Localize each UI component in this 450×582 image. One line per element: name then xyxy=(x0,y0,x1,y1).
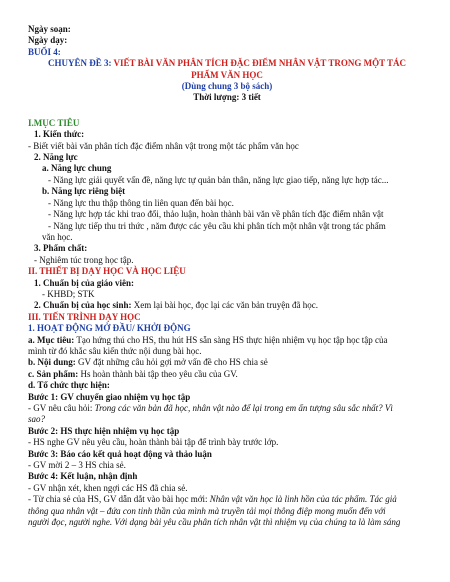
buoc-4-prefix: - Từ chia sẻ của HS, GV dẫn dắt vào bài học mới: xyxy=(28,494,210,505)
thoi-luong: Thời lượng: 3 tiết xyxy=(193,92,261,103)
nang-luc-rieng-item-2: - Năng lực hợp tác khi trao đổi, thảo luận, hoàn thành bài văn về phân tích đặc điểm nhân vật xyxy=(48,209,384,220)
muc-tieu-label: a. Mục tiêu: xyxy=(28,334,75,345)
san-pham-label: c. Sản phẩm: xyxy=(28,368,79,379)
buoc-1-question: Trong các văn bản đã học, nhân vật nào để lại trong em ấn tượng sâu sắc nhất? Vì xyxy=(94,403,393,413)
kien-thuc-heading: 1. Kiến thức: xyxy=(34,129,85,140)
nang-luc-chung-heading: a. Năng lực chung xyxy=(42,163,112,174)
buoc-2-text: - HS nghe GV nêu yêu cầu, hoàn thành bài tập để trình bày trước lớp. xyxy=(28,437,279,448)
san-pham-text: Hs hoàn thành bài tập theo yêu cầu của GV. xyxy=(78,368,238,379)
noi-dung-line xyxy=(28,357,426,368)
noi-dung-label: b. Nội dung: xyxy=(28,357,76,368)
dung-chung-note: (Dùng chung 3 bộ sách) xyxy=(181,81,273,92)
buoc-4-italic: Nhân vật văn học là linh hồn của tác phẩm. Tác giả xyxy=(209,494,397,505)
chuyen-de-title-text: VIẾT BÀI VĂN PHÂN TÍCH ĐẶC ĐIỂM NHÂN VẬT TRONG MỘT TÁC xyxy=(111,58,407,69)
pham-chat-item: - Nghiêm túc trong học tập. xyxy=(34,254,134,265)
buoc-1-question-cont: sao? xyxy=(28,414,46,425)
nang-luc-rieng-item-3: - Năng lực tiếp thu tri thức , năm được các yêu cầu khi phân tích một nhân vật trong tác phẩm xyxy=(48,220,386,231)
buoc-2-heading: Bước 2: HS thực hiện nhiệm vụ học tập xyxy=(28,425,180,436)
kien-thuc-item: - Biết viết bài văn phân tích đặc điểm nhân vật trong một tác phẩm văn học xyxy=(28,140,299,151)
chuan-bi-gv-item: - KHBD; STK xyxy=(42,288,95,299)
ngay-day-label: Ngày dạy: xyxy=(28,35,68,46)
chuan-bi-hs-text: Xem lại bài học, đọc lại các văn bản truyện đã học. xyxy=(131,300,318,311)
nang-luc-rieng-item-3-cont: văn học. xyxy=(42,231,73,242)
pham-chat-heading: 3. Phẩm chất: xyxy=(34,243,88,254)
ngay-soan-label: Ngày soạn: xyxy=(28,24,71,34)
buoc-4-text-3: thông qua nhân vật – đứa con tinh thần của mình mà truyền tải mọi thông điệp mong muốn đến với xyxy=(28,505,386,516)
buoi-label: BUỔI 4: xyxy=(28,46,61,57)
chuan-bi-hs-heading: 2. Chuẩn bị của học sinh: xyxy=(34,300,132,311)
buoc-1-question-line xyxy=(28,403,426,414)
buoc-1-heading: Bước 1: GV chuyển giao nhiệm vụ học tập xyxy=(28,391,191,402)
nang-luc-rieng-item-1: - Năng lực thu thập thông tin liên quan đến bài học. xyxy=(48,197,234,208)
muc-tieu-text: Tạo hứng thú cho HS, thu hút HS sẵn sàng HS thực hiện nhiệm vụ học tập học tập của xyxy=(74,334,388,345)
chuan-bi-hs xyxy=(28,300,426,311)
section-muc-tieu-heading: I.MỤC TIÊU xyxy=(28,117,80,128)
chuyen-de-label: CHUYÊN ĐỀ 3: xyxy=(47,58,112,69)
section-tien-trinh-heading: III. TIẾN TRÌNH DẠY HỌC xyxy=(28,311,141,322)
hoat-dong-mo-dau-heading: 1. HOẠT ĐỘNG MỞ ĐẦU/ KHỞI ĐỘNG xyxy=(28,323,191,334)
to-chuc-heading: d. Tổ chức thực hiện: xyxy=(28,380,110,391)
buoc-4-text-2 xyxy=(28,494,426,505)
buoc-4-heading: Bước 4: Kết luận, nhận định xyxy=(28,471,138,482)
buoc-4-text-1: - GV nhận xét, khen ngợi các HS đã chia sẻ. xyxy=(28,482,188,493)
nang-luc-rieng-heading: b. Năng lực riêng biệt xyxy=(42,186,126,197)
buoc-3-text: - GV mời 2 – 3 HS chia sẻ. xyxy=(28,460,126,471)
chuyen-de-title xyxy=(28,58,426,69)
nang-luc-heading: 2. Năng lực xyxy=(34,152,78,163)
muc-tieu-line xyxy=(28,335,426,346)
noi-dung-text: GV đặt những câu hỏi gợi mở vấn đề cho HS chia sẻ xyxy=(75,357,268,368)
nang-luc-chung-item: - Năng lực giải quyết vấn đề, năng lực tự quản bản thân, năng lực giao tiếp, năng lực hợp tác... xyxy=(48,174,389,185)
buoc-4-text-4: người đọc, người nghe. Với dạng bài yêu cầu phân tích nhân vật thì nhiệm vụ của chúng ta là làm sáng xyxy=(28,517,401,528)
chuan-bi-gv-heading: 1. Chuẩn bị của giáo viên: xyxy=(34,277,135,288)
buoc-1-prefix: - GV nêu câu hỏi: xyxy=(28,403,95,413)
san-pham-line xyxy=(28,369,426,380)
muc-tieu-text-cont: mình từ đó khắc sâu kiến thức nội dung bài học. xyxy=(28,345,202,356)
section-thiet-bi-heading: II. THIẾT BỊ DẠY HỌC VÀ HỌC LIỆU xyxy=(28,266,186,277)
chuyen-de-title-line2: PHẨM VĂN HỌC xyxy=(191,69,263,80)
buoc-3-heading: Bước 3: Báo cáo kết quả hoạt động và thảo luận xyxy=(28,448,212,459)
